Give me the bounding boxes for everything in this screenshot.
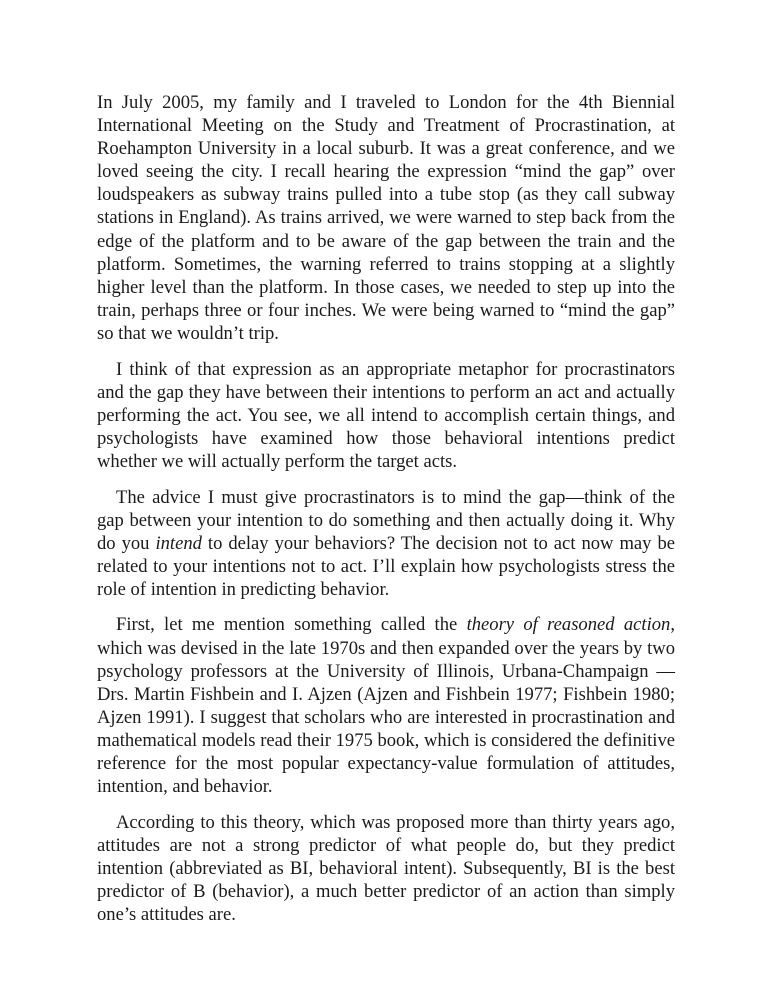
paragraph-4-emphasis: theory of reasoned action: [466, 614, 671, 636]
document-page: [97, 91, 675, 939]
paragraph-4: [97, 613, 675, 798]
paragraph-5: [97, 811, 675, 926]
paragraph-3: [97, 486, 675, 601]
paragraph-1-text: In July 2005, my family and I traveled to London for the 4th Biennial International Meeting on the Study and Treatment of Procrastination, at Roehampton University in a local suburb. It was a great conference, and we loved seeing the city. I recall hearing the expression “mind the gap” over loudspeakers as subway trains pulled into a tube stop (as they call subway stations in England). As trains arrived, we were warned to step back from the edge of the platform and to be aware of the gap between the train and the platform. Sometimes, the warning referred to trains stopping at a slightly higher level than the platform. In those cases, we needed to step up into the train, perhaps three or four inches. We were being warned to “mind the gap” so that we wouldn’t trip.: [97, 92, 675, 344]
paragraph-3-text-b: to delay your behaviors? The decision not to act now may be related to your intentions not to act. I’ll explain how psychologists stress the role of intention in predicting behavior.: [97, 532, 675, 600]
paragraph-5-text: According to this theory, which was proposed more than thirty years ago, attitudes are not a strong predictor of what people do, but they predict intention (abbreviated as BI, behavioral intent). Subsequently, BI is the best predictor of B (behavior), a much better predictor of an action than simply one’s attitudes are.: [97, 811, 675, 926]
paragraph-3-text-a: The advice I must give procrastinators is to mind the gap—think of the gap between your intention to do something and then actually doing it. Why do you: [97, 486, 675, 554]
paragraph-2: [97, 358, 675, 473]
paragraph-2-text: I think of that expression as an appropriate metaphor for procrastinators and the gap they have between their intentions to perform an act and actually performing the act. You see, we all intend to accomplish certain things, and psychologists have examined how those behavioral intentions predict whether we will actually perform the target acts.: [97, 358, 675, 472]
paragraph-4-text-a: First, let me mention something called the: [116, 614, 467, 636]
paragraph-1: [97, 91, 675, 345]
paragraph-4-text-b: , which was devised in the late 1970s and then expanded over the years by two psychology professors at the University of Illinois, Urbana-Champaign —Drs. Martin Fishbein and I. Ajzen (Ajzen and Fishbein 1977; Fishbein 1980; Ajzen 1991). I suggest that scholars who are interested in procrastination and mathematical models read their 1975 book, which is considered the definitive reference for the most popular expectancy-value formulation of attitudes, intention, and behavior.: [97, 614, 675, 798]
paragraph-3-emphasis: intend: [155, 532, 202, 554]
